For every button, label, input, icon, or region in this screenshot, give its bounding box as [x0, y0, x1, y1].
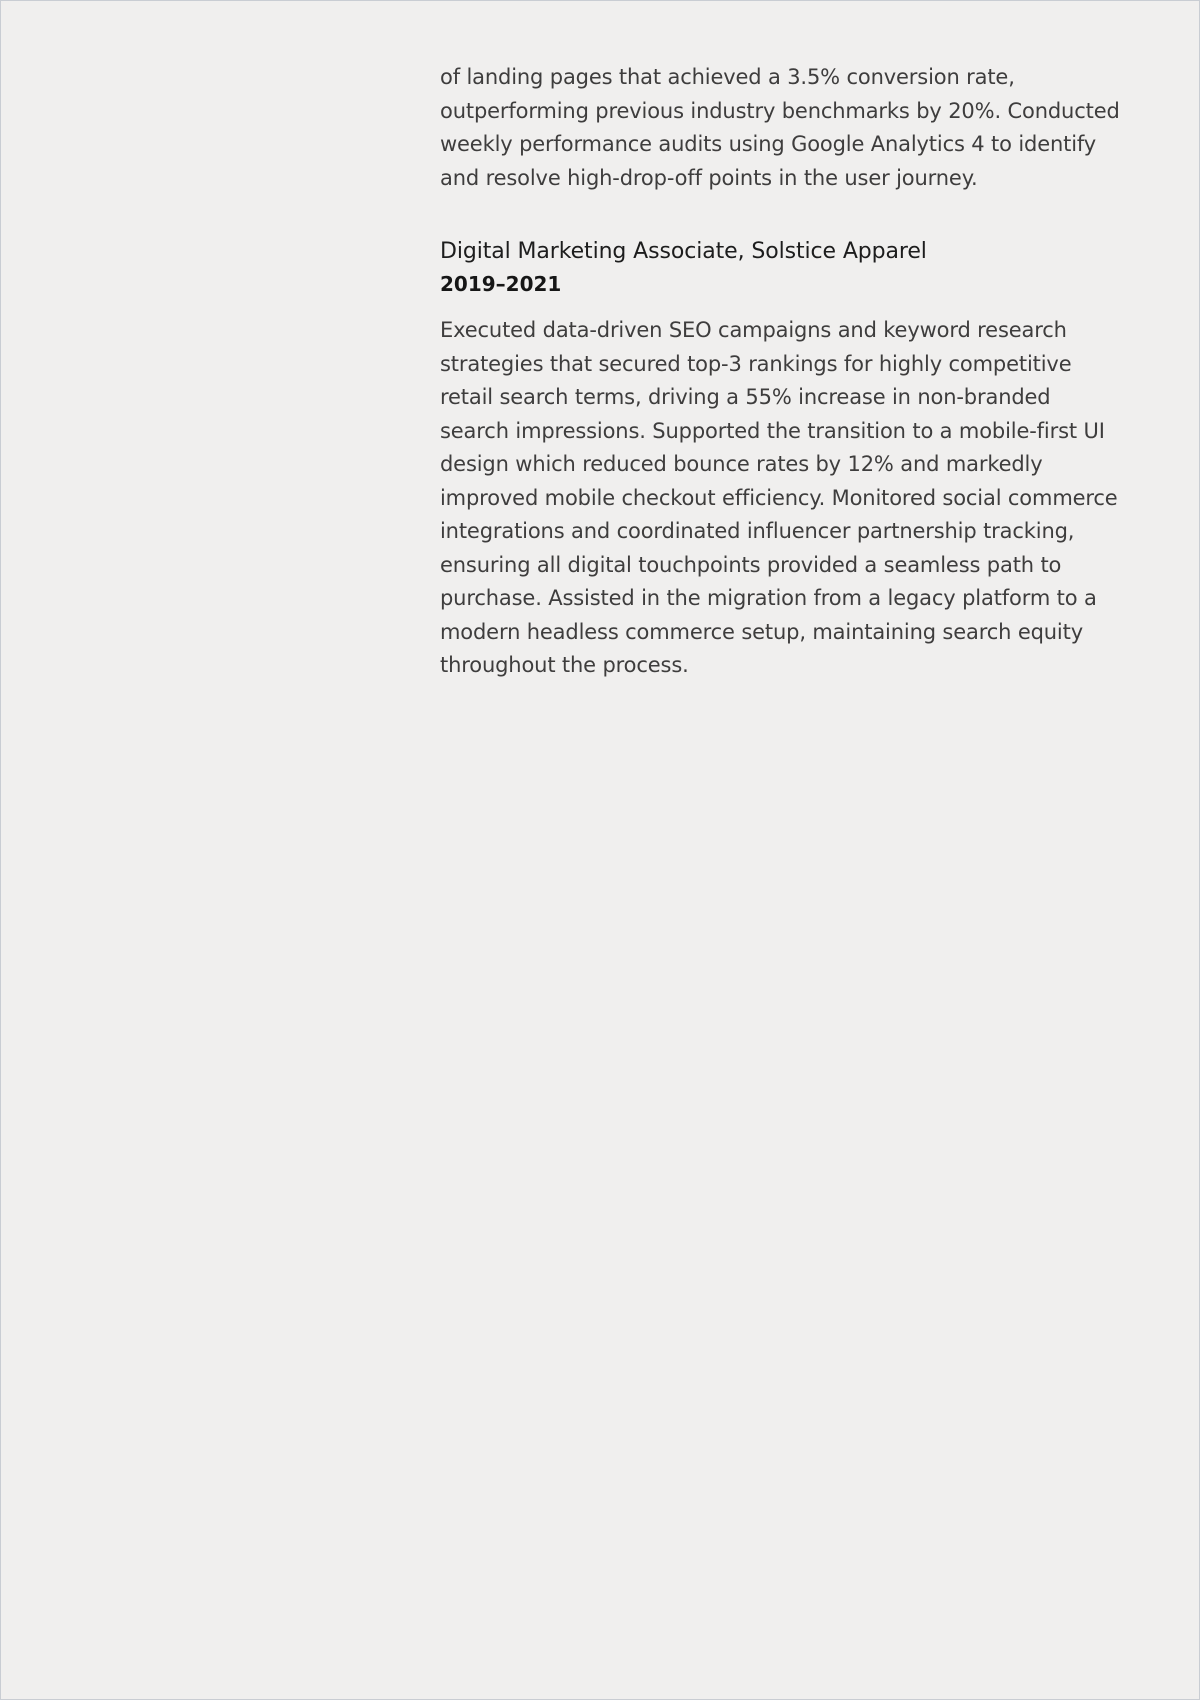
job-description: Executed data-driven SEO campaigns and keyword research strategies that secured top-3 rankings for highly competitive retail search terms, driving a 55% increase in non-branded search impressions. Supported the transition to a mobile-first UI design which reduced bounce rates by 12% and markedly improved mobile checkout efficiency. Monitored social commerce integrations and coordinated influencer partnership tracking, ensuring all digital touchpoints provided a seamless path to purchase. Assisted in the migration from a legacy platform to a modern headless commerce setup, maintaining search equity throughout the process. [440, 318, 1118, 677]
previous-job-description: of landing pages that achieved a 3.5% conversion rate, outperforming previous industry benchmarks by 20%. Conducted weekly performance audits using Google Analytics 4 to identify and resolve high-drop-off points in the user journey. [440, 65, 1120, 190]
job-dates: 2019–2021 [440, 272, 562, 296]
job-title: Digital Marketing Associate, Solstice Apparel [440, 239, 927, 264]
experience-section [440, 61, 1120, 683]
job-entry [440, 235, 1120, 683]
